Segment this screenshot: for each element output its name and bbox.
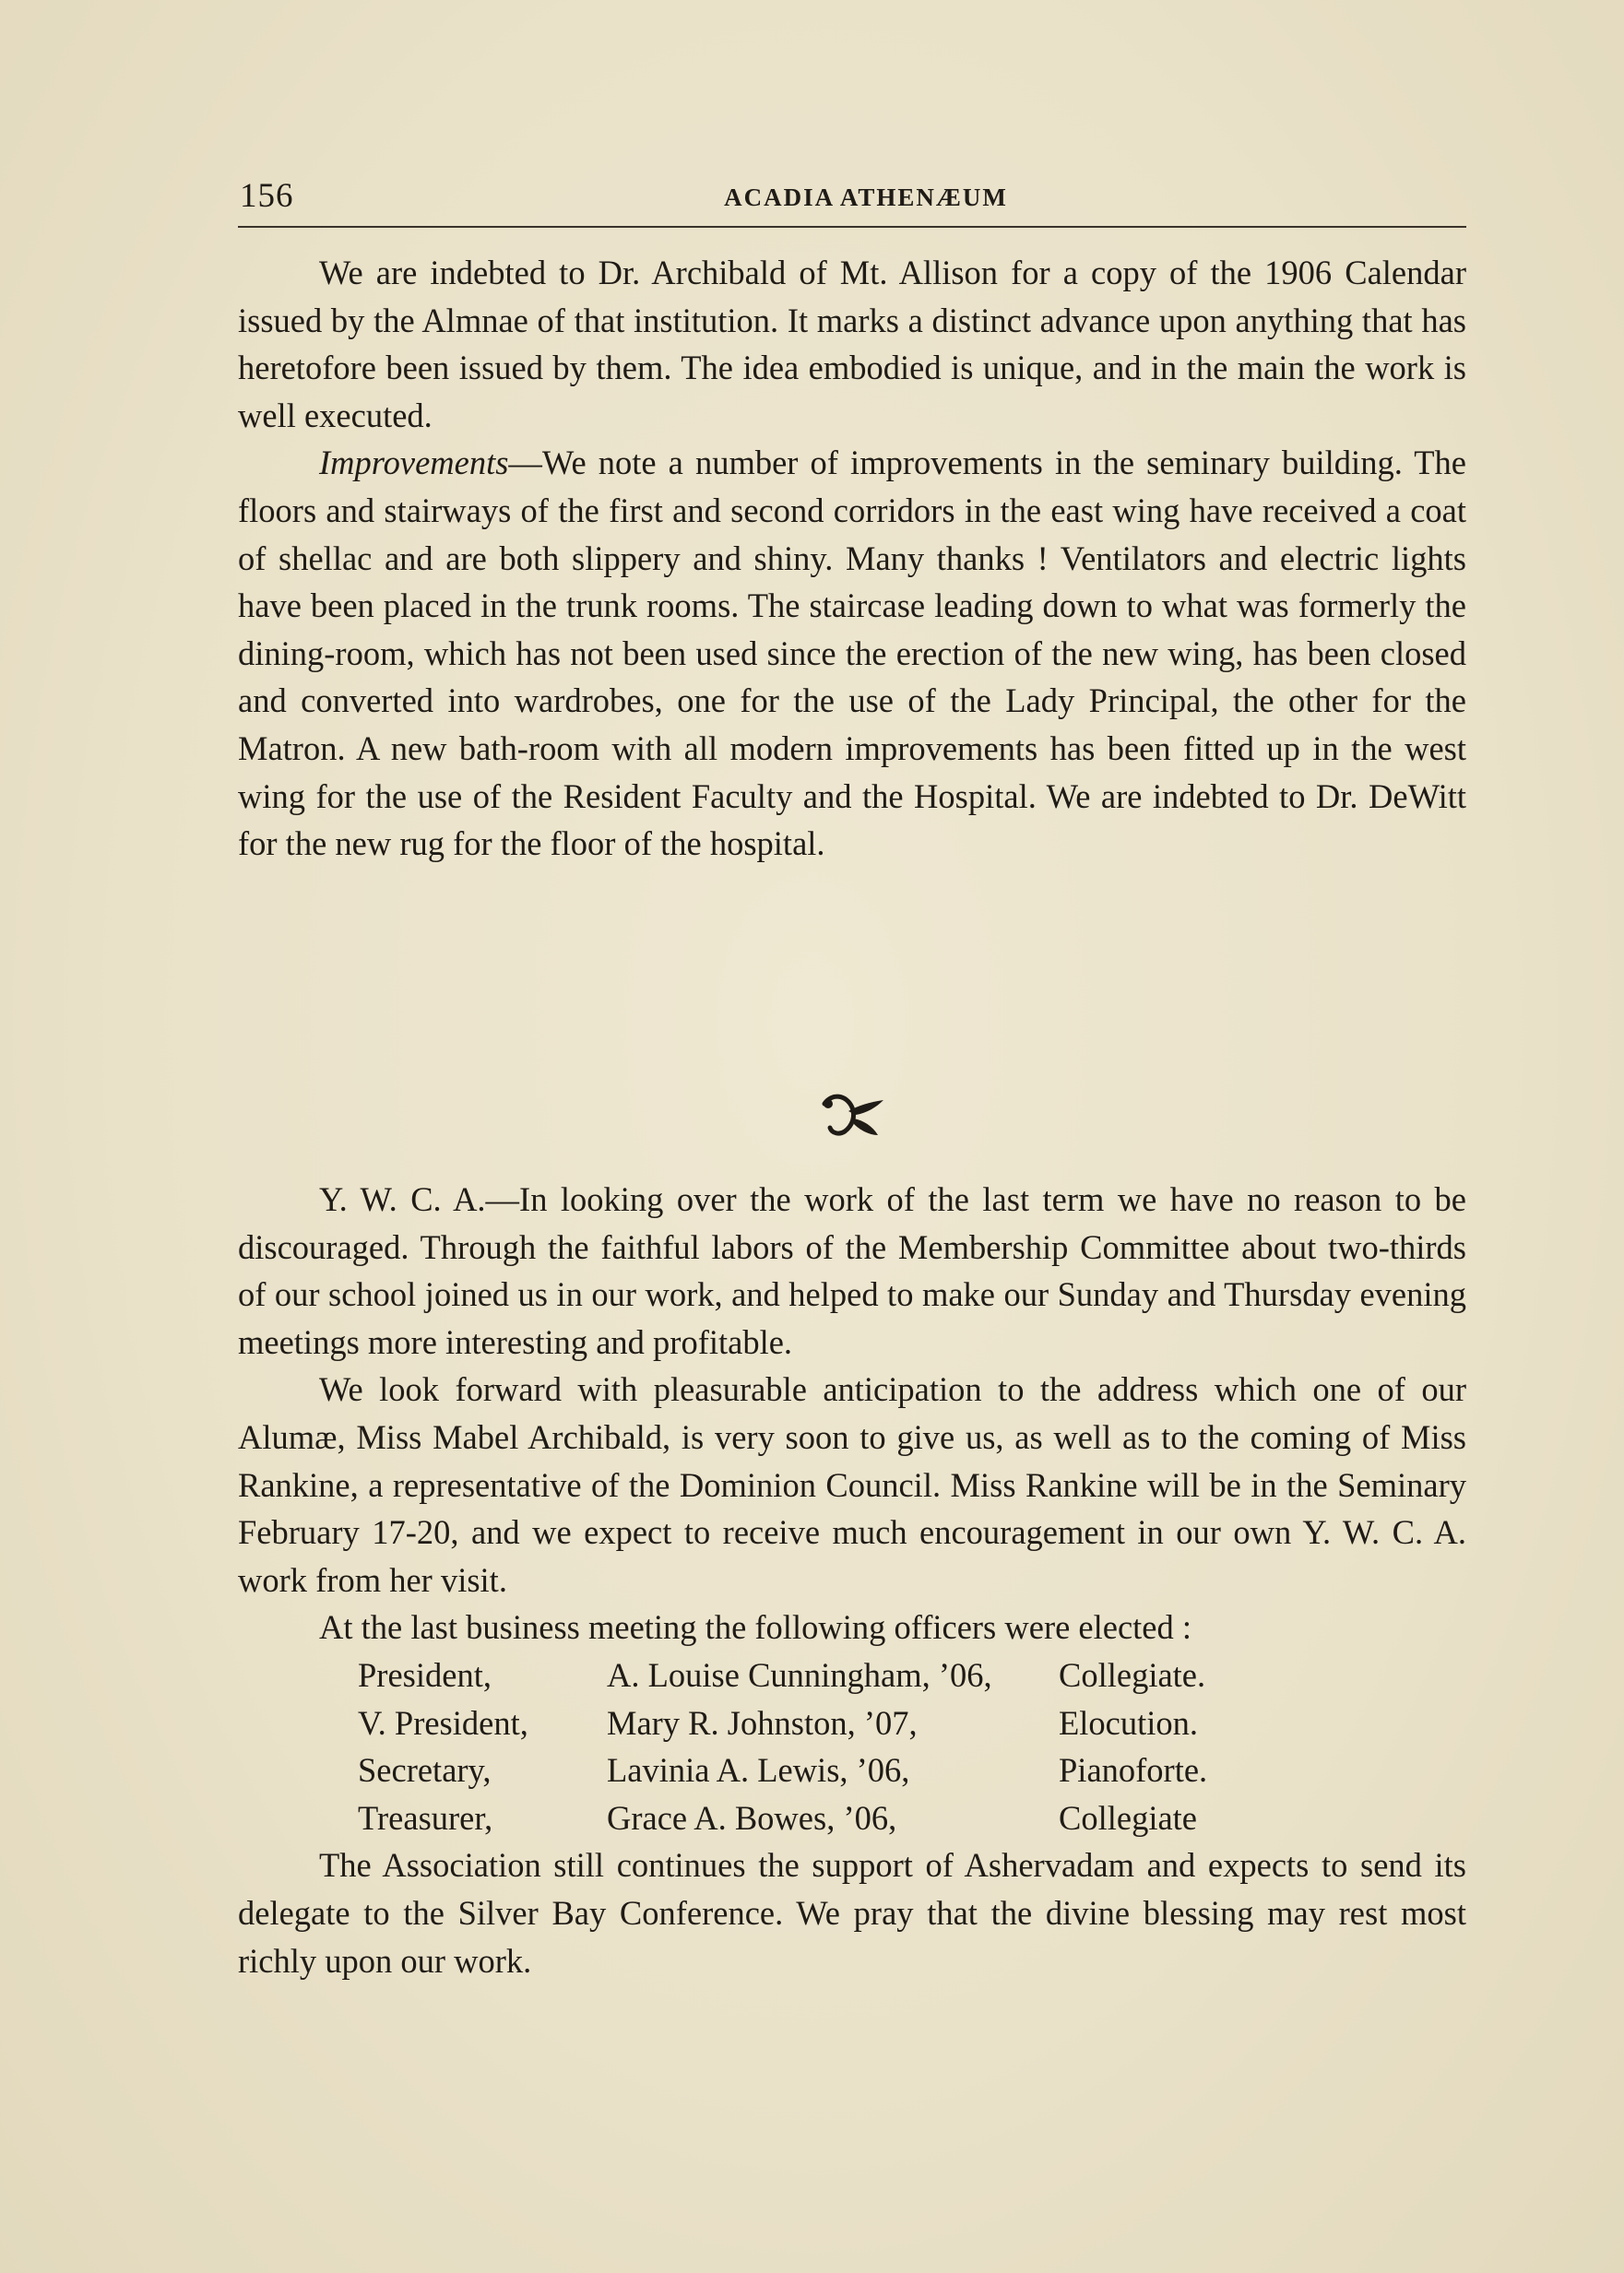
section-ywca [238,1176,1466,1984]
page-number: 156 [240,177,294,215]
paragraph-calendar: We are indebted to Dr. Archibald of Mt. Allison for a copy of the 1906 Calendar issued by the Almnae of that institution. It marks a distinct advance upon anything that has heretofore been issued by them. The idea embodied is unique, and in the main the work is well executed. [238,254,1466,434]
officer-department: Collegiate. [1059,1655,1206,1694]
paragraph-ywca-election: At the last business meeting the following officers were elected : [319,1608,1192,1647]
paragraph-ywca-address: We look forward with pleasurable anticipation to the address which one of our Alumæ, Miss Mabel Archibald, is very soon to give us, as well as to the coming of Miss Rankine, a representative of the Dominion Council. Miss Rankine will be in the Seminary February 17-20, and we expect to receive much encouragement in our own Y. W. C. A. work from her visit. [238,1370,1466,1599]
officer-department: Pianoforte. [1059,1751,1208,1790]
paragraph-ywca-support: The Association still continues the support of Ashervadam and expects to send its delegate to the Silver Bay Conference. We pray that the divine blessing may rest most richly upon our work. [238,1846,1466,1980]
page [238,171,1466,1980]
officer-office: President, [358,1655,492,1694]
improvements-heading: Improvements [319,444,509,482]
improvements-text: —We note a number of improvements in the seminary building. The floors and stairways of the first and second corridors in the east wing have received a coat of shellac and are both slippery and shiny. Many thanks ! Ventilators and electric lights have been placed in the trunk rooms. The staircase leading down to what was formerly the dining-room, which has not been used since the erection of the new wing, has been closed and converted into wardrobes, one for the use of the Lady Principal, the other for the Matron. A new bath-room with all modern improvements has been fitted up in the west wing for the use of the Resident Faculty and the Hospital. We are indebted to Dr. DeWitt for the new rug for the floor of the hospital. [238,444,1466,863]
officer-name: Mary R. Johnston, ’07, [607,1703,918,1742]
paragraph-ywca-review: Y. W. C. A.—In looking over the work of the last term we have no reason to be discouraged. Through the faithful labors of the Membership Committee about two-thirds of our school joined us in our work, and helped to make our Sunday and Thursday evening meetings more interesting and profitable. [238,1180,1466,1361]
officer-row [358,1746,1466,1794]
officer-row [358,1699,1466,1747]
officer-office: Secretary, [358,1751,492,1790]
paragraph-improvements [238,439,1466,867]
officers-list [358,1651,1466,1841]
fleuron-icon [815,1083,889,1148]
officer-row [358,1651,1466,1699]
officer-row [358,1794,1466,1842]
officer-name: Grace A. Bowes, ’06, [607,1798,897,1837]
journal-title: ACADIA ATHENÆUM [724,183,1008,211]
officer-office: Treasurer, [358,1798,493,1837]
officer-department: Elocution. [1059,1703,1199,1742]
header-rule [238,226,1466,228]
section-divider [238,1083,1466,1157]
officer-department: Collegiate [1059,1798,1198,1837]
running-head [238,171,1466,226]
officer-name: Lavinia A. Lewis, ’06, [607,1751,910,1790]
officer-name: A. Louise Cunningham, ’06, [607,1655,992,1694]
section-editorial-notes [238,249,1466,868]
officer-office: V. President, [358,1703,528,1742]
